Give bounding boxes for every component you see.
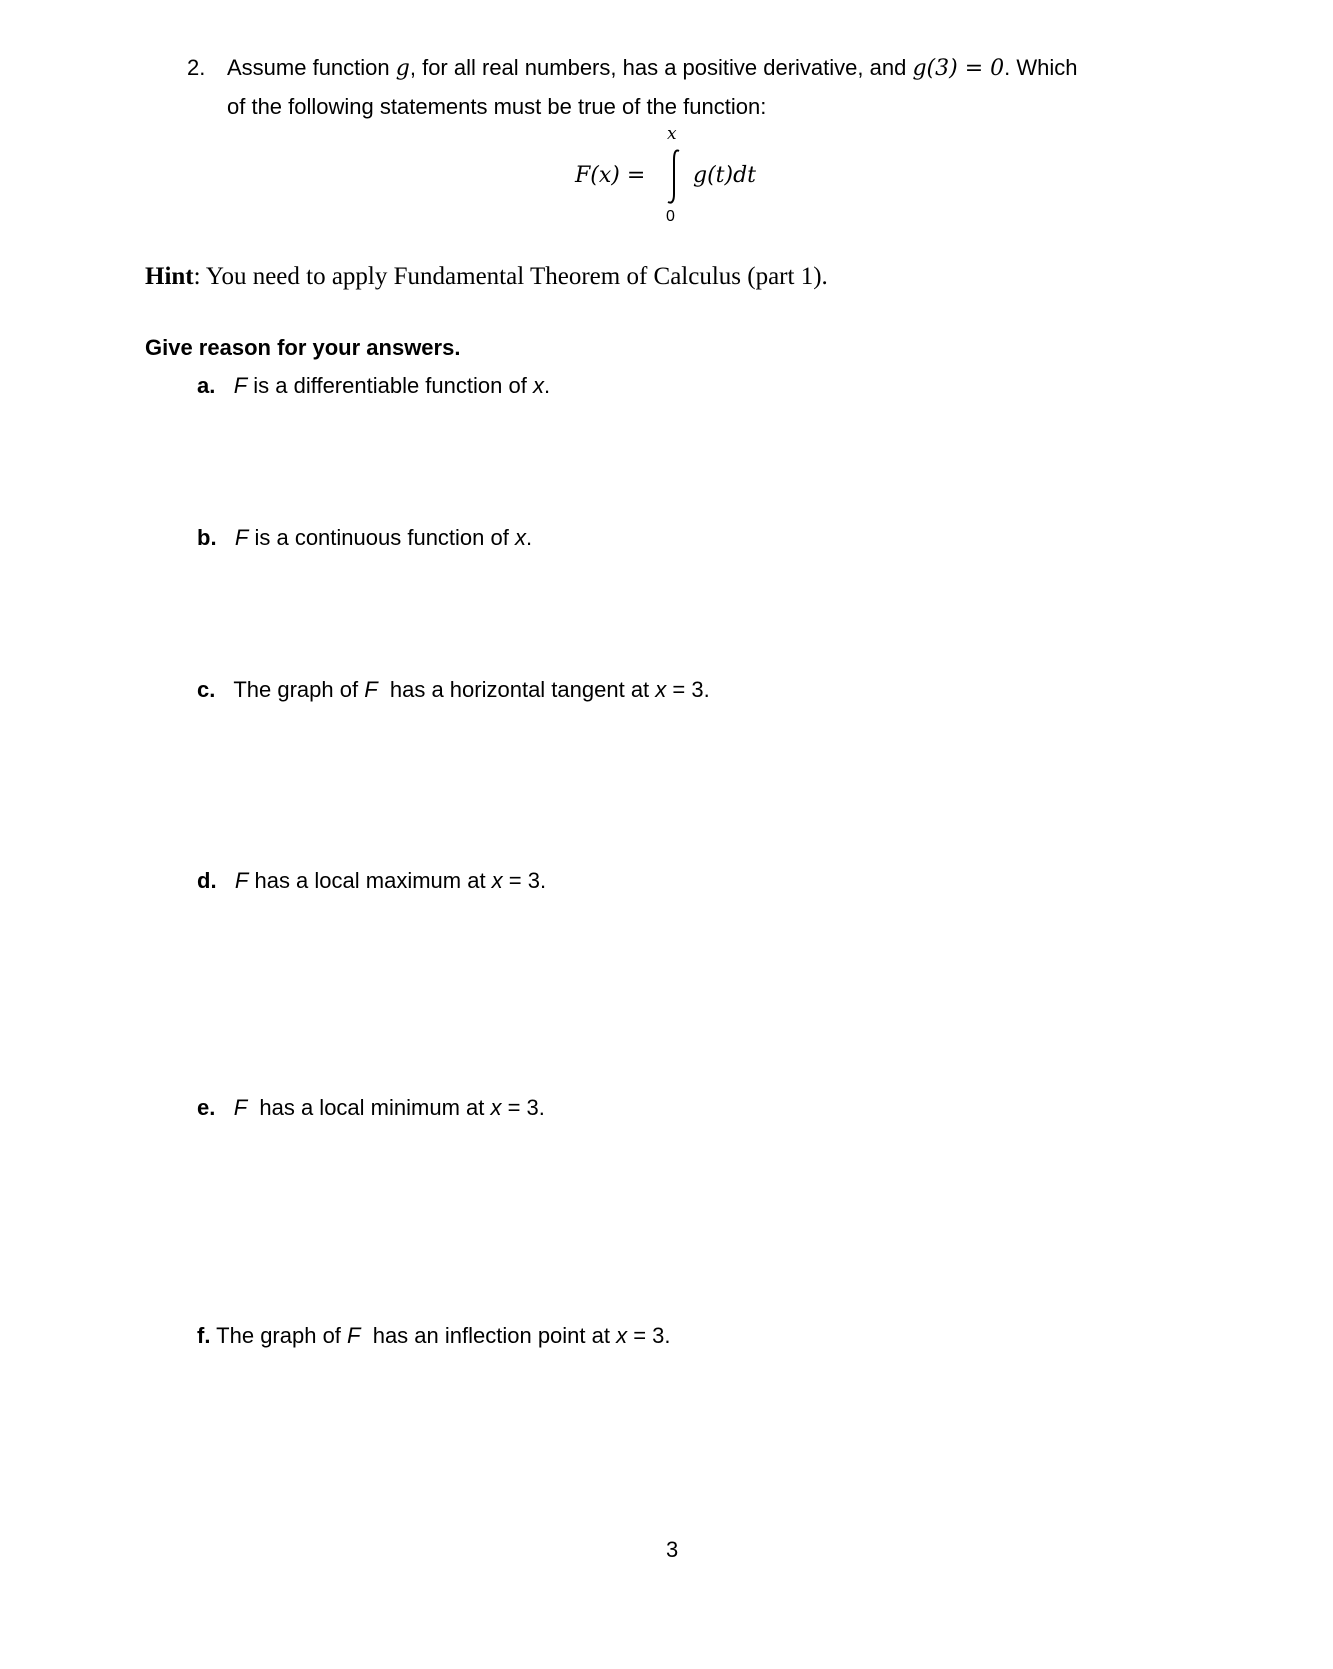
var: F (233, 373, 248, 398)
var: x (490, 1095, 502, 1120)
var: x (491, 868, 503, 893)
item-text: has a local maximum at (248, 868, 492, 893)
question-number: 2. (187, 55, 206, 80)
item-label: c. (197, 677, 216, 702)
var: x (532, 373, 544, 398)
item-text: is a differentiable function of (247, 373, 533, 398)
var: x (616, 1323, 628, 1348)
var: F (234, 868, 249, 893)
item-end: = 3. (501, 1095, 545, 1120)
item-label: d. (197, 868, 217, 893)
text: , for all real numbers, has a positive derivative, and (409, 55, 907, 80)
item-label: a. (197, 373, 216, 398)
item-text: has a local minimum at (247, 1095, 491, 1120)
item-label: b. (197, 525, 217, 550)
var: F (233, 1095, 248, 1120)
item-c (197, 677, 710, 703)
lower-limit: 0 (666, 208, 675, 225)
question-line-2: of the following statements must be true of the function: (227, 94, 767, 119)
integral-sign-icon (664, 148, 684, 206)
hint (145, 263, 828, 291)
var: F (234, 525, 249, 550)
item-e (197, 1095, 545, 1121)
hint-label: Hint (145, 263, 194, 290)
item-end: = 3. (666, 677, 710, 702)
item-end: = 3. (627, 1323, 671, 1348)
page-number: 3 (666, 1537, 679, 1562)
var: F (347, 1323, 361, 1348)
var: x (655, 677, 667, 702)
hint-text: : You need to apply Fundamental Theorem of Calculus (part 1). (193, 263, 828, 290)
item-pre: The graph of (210, 1323, 348, 1348)
question-line-1 (227, 55, 1078, 81)
item-b (197, 525, 532, 551)
var: F (364, 677, 378, 702)
instruction: Give reason for your answers. (145, 335, 461, 360)
text: . Which (1004, 55, 1078, 80)
item-label: e. (197, 1095, 216, 1120)
item-a (197, 373, 550, 399)
item-text: is a continuous function of (248, 525, 515, 550)
item-end: . (525, 525, 533, 550)
item-d (197, 868, 546, 894)
g3-expression: g(3) = 0 (912, 56, 1005, 81)
item-end: . (543, 373, 551, 398)
upper-limit: x (667, 124, 677, 144)
item-text: has a horizontal tangent at (377, 677, 656, 702)
integrand: g(t)dt (693, 163, 757, 188)
formula-lhs: F(x) = (575, 163, 646, 188)
item-f (197, 1323, 671, 1349)
text: Assume function (227, 55, 390, 80)
item-end: = 3. (502, 868, 547, 893)
item-label: f. (197, 1323, 211, 1348)
item-pre: The graph of (233, 677, 365, 702)
var-g: g (395, 56, 410, 81)
item-text: has an inflection point at (360, 1323, 617, 1348)
var: x (514, 525, 526, 550)
